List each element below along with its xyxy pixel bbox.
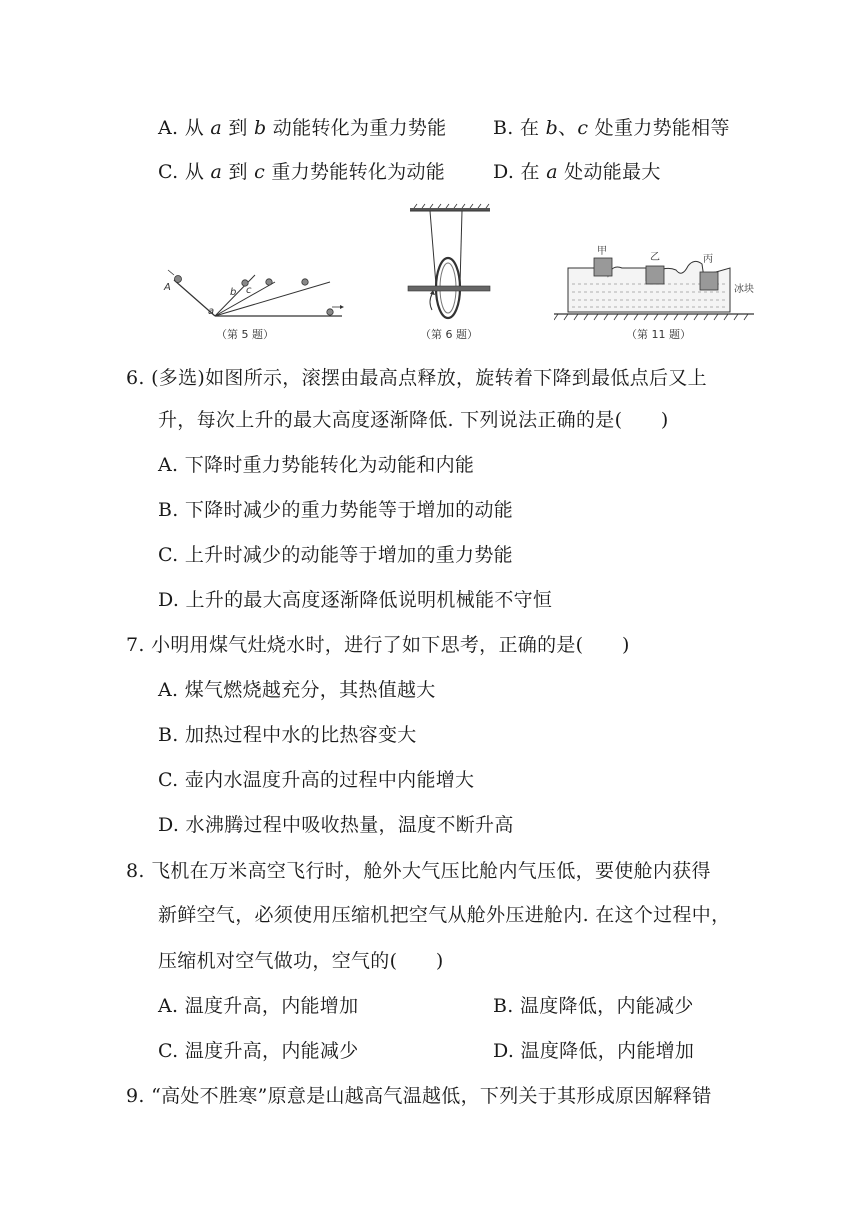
q7-option-d: D. 水沸腾过程中吸收热量，温度不断升高 (158, 814, 514, 836)
figure-q6-maxwell-wheel (400, 200, 500, 325)
q6-option-b: B. 下降时减少的重力势能等于增加的动能 (158, 499, 514, 521)
q5-option-a: A. 从 a 到 b 动能转化为重力势能 (158, 117, 447, 139)
fig11-label-yi: 乙 (650, 252, 660, 263)
q9-stem-line1: 9. “高处不胜寒”原意是山越高气温越低，下列关于其形成原因解释错 (126, 1085, 712, 1107)
q7-option-b: B. 加热过程中水的比热容变大 (158, 724, 417, 746)
q5-option-b: B. 在 b、c 处重力势能相等 (493, 117, 730, 139)
figure-q5-slopes (160, 260, 350, 322)
fig11-label-bing: 丙 (703, 254, 713, 265)
q8-stem-line3: 压缩机对空气做功，空气的( ) (158, 950, 444, 972)
q8-option-d: D. 温度降低，内能增加 (493, 1040, 695, 1062)
q7-option-c: C. 壶内水温度升高的过程中内能增大 (158, 769, 475, 791)
q8-stem-line2: 新鲜空气，必须使用压缩机把空气从舱外压进舱内. 在这个过程中， (158, 904, 731, 926)
q6-stem-line2: 升，每次上升的最大高度逐渐降低. 下列说法正确的是( ) (158, 409, 669, 431)
q6-option-a: A. 下降时重力势能转化为动能和内能 (158, 454, 475, 476)
fig5-label-b: b (230, 287, 237, 298)
fig11-label-jia: 甲 (597, 246, 607, 257)
q7-stem: 7. 小明用煤气灶烧水时，进行了如下思考，正确的是( ) (126, 634, 630, 656)
q8-option-a: A. 温度升高，内能增加 (158, 995, 359, 1017)
q5-option-d: D. 在 a 处动能最大 (493, 161, 661, 183)
fig6-caption: （第 6 题） (420, 328, 478, 341)
q7-option-a: A. 煤气燃烧越充分，其热值越大 (158, 679, 436, 701)
q8-option-b: B. 温度降低，内能减少 (493, 995, 694, 1017)
fig5-label-a: a (208, 306, 215, 317)
fig11-caption: （第 11 题） (626, 328, 691, 341)
q6-option-c: C. 上升时减少的动能等于增加的重力势能 (158, 544, 513, 566)
q6-stem-line1: 6. (多选)如图所示，滚摆由最高点释放，旋转着下降到最低点后又上 (126, 367, 707, 389)
q5-option-c: C. 从 a 到 c 重力势能转化为动能 (158, 161, 446, 183)
fig5-label-c: c (246, 285, 252, 296)
q6-option-d: D. 上升的最大高度逐渐降低说明机械能不守恒 (158, 589, 553, 611)
figure-q11-ice-block (554, 242, 764, 322)
q8-option-c: C. 温度升高，内能减少 (158, 1040, 359, 1062)
q8-stem-line1: 8. 飞机在万米高空飞行时，舱外大气压比舱内气压低，要使舱内获得 (126, 860, 711, 882)
fig5-caption: （第 5 题） (216, 328, 274, 341)
fig5-label-A: A (164, 282, 171, 293)
fig11-label-ice: 冰块 (734, 284, 754, 295)
